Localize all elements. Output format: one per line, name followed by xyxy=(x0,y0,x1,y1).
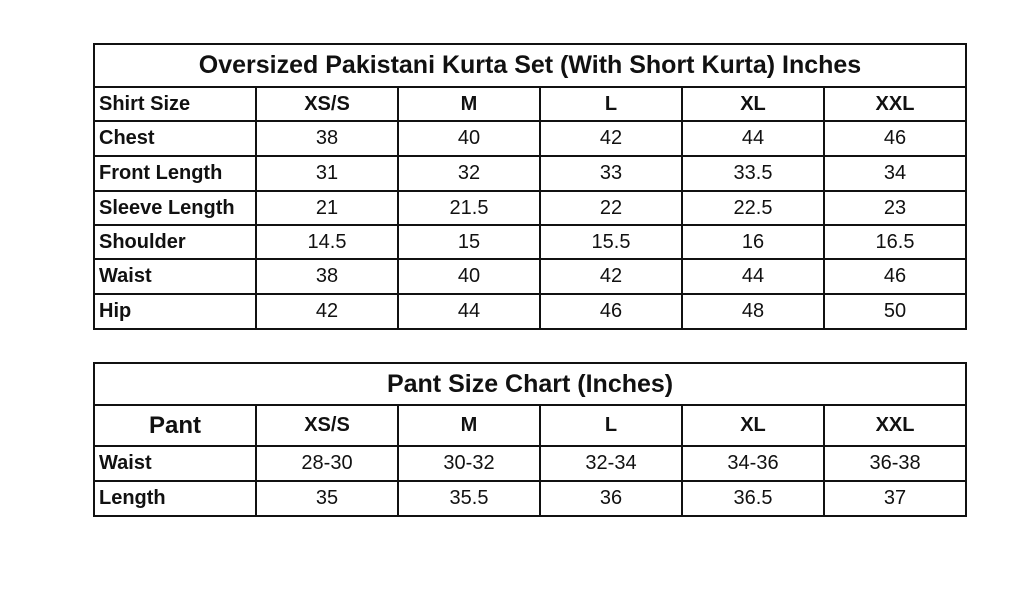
table-cell: 31 xyxy=(256,156,398,191)
pant-size-table xyxy=(93,362,967,517)
table-cell: 15.5 xyxy=(540,225,682,259)
table-row xyxy=(94,481,966,516)
table-cell: 37 xyxy=(824,481,966,516)
table-cell: 50 xyxy=(824,294,966,329)
table-cell: 21.5 xyxy=(398,191,540,225)
table-cell: 46 xyxy=(824,121,966,156)
table-cell: 36 xyxy=(540,481,682,516)
table-cell: 44 xyxy=(398,294,540,329)
table-cell: 23 xyxy=(824,191,966,225)
row-label: Shoulder xyxy=(94,225,256,259)
kurta-size-header: XL xyxy=(682,87,824,121)
pant-header-row xyxy=(94,405,966,446)
table-cell: 34 xyxy=(824,156,966,191)
pant-size-header: L xyxy=(540,405,682,446)
row-label: Chest xyxy=(94,121,256,156)
table-row xyxy=(94,294,966,329)
row-label: Waist xyxy=(94,259,256,294)
kurta-size-header: M xyxy=(398,87,540,121)
table-cell: 33.5 xyxy=(682,156,824,191)
kurta-size-header: XS/S xyxy=(256,87,398,121)
table-row xyxy=(94,156,966,191)
kurta-size-header: L xyxy=(540,87,682,121)
kurta-title-row xyxy=(94,44,966,87)
table-row xyxy=(94,446,966,481)
kurta-header-label: Shirt Size xyxy=(94,87,256,121)
table-cell: 38 xyxy=(256,259,398,294)
table-cell: 16.5 xyxy=(824,225,966,259)
kurta-size-header: XXL xyxy=(824,87,966,121)
table-cell: 36.5 xyxy=(682,481,824,516)
table-cell: 22 xyxy=(540,191,682,225)
table-cell: 42 xyxy=(540,259,682,294)
row-label: Sleeve Length xyxy=(94,191,256,225)
table-cell: 42 xyxy=(540,121,682,156)
table-cell: 40 xyxy=(398,121,540,156)
table-cell: 46 xyxy=(540,294,682,329)
table-cell: 35 xyxy=(256,481,398,516)
pant-size-header: XXL xyxy=(824,405,966,446)
table-cell: 46 xyxy=(824,259,966,294)
table-cell: 48 xyxy=(682,294,824,329)
table-cell: 30-32 xyxy=(398,446,540,481)
table-cell: 21 xyxy=(256,191,398,225)
kurta-table-title: Oversized Pakistani Kurta Set (With Short Kurta) Inches xyxy=(94,44,966,87)
row-label: Waist xyxy=(94,446,256,481)
pant-size-header: M xyxy=(398,405,540,446)
table-cell: 40 xyxy=(398,259,540,294)
table-cell: 38 xyxy=(256,121,398,156)
table-cell: 16 xyxy=(682,225,824,259)
pant-size-header: XS/S xyxy=(256,405,398,446)
table-cell: 15 xyxy=(398,225,540,259)
table-row xyxy=(94,121,966,156)
table-cell: 44 xyxy=(682,259,824,294)
table-cell: 36-38 xyxy=(824,446,966,481)
table-cell: 22.5 xyxy=(682,191,824,225)
table-row xyxy=(94,259,966,294)
kurta-size-table xyxy=(93,43,967,330)
table-cell: 32-34 xyxy=(540,446,682,481)
pant-table-title: Pant Size Chart (Inches) xyxy=(94,363,966,405)
kurta-header-row xyxy=(94,87,966,121)
table-cell: 33 xyxy=(540,156,682,191)
table-row xyxy=(94,225,966,259)
table-cell: 35.5 xyxy=(398,481,540,516)
table-cell: 32 xyxy=(398,156,540,191)
pant-header-label: Pant xyxy=(94,405,256,446)
table-cell: 42 xyxy=(256,294,398,329)
row-label: Hip xyxy=(94,294,256,329)
table-cell: 34-36 xyxy=(682,446,824,481)
pant-size-header: XL xyxy=(682,405,824,446)
table-cell: 28-30 xyxy=(256,446,398,481)
row-label: Length xyxy=(94,481,256,516)
row-label: Front Length xyxy=(94,156,256,191)
pant-title-row xyxy=(94,363,966,405)
table-cell: 14.5 xyxy=(256,225,398,259)
table-cell: 44 xyxy=(682,121,824,156)
table-row xyxy=(94,191,966,225)
